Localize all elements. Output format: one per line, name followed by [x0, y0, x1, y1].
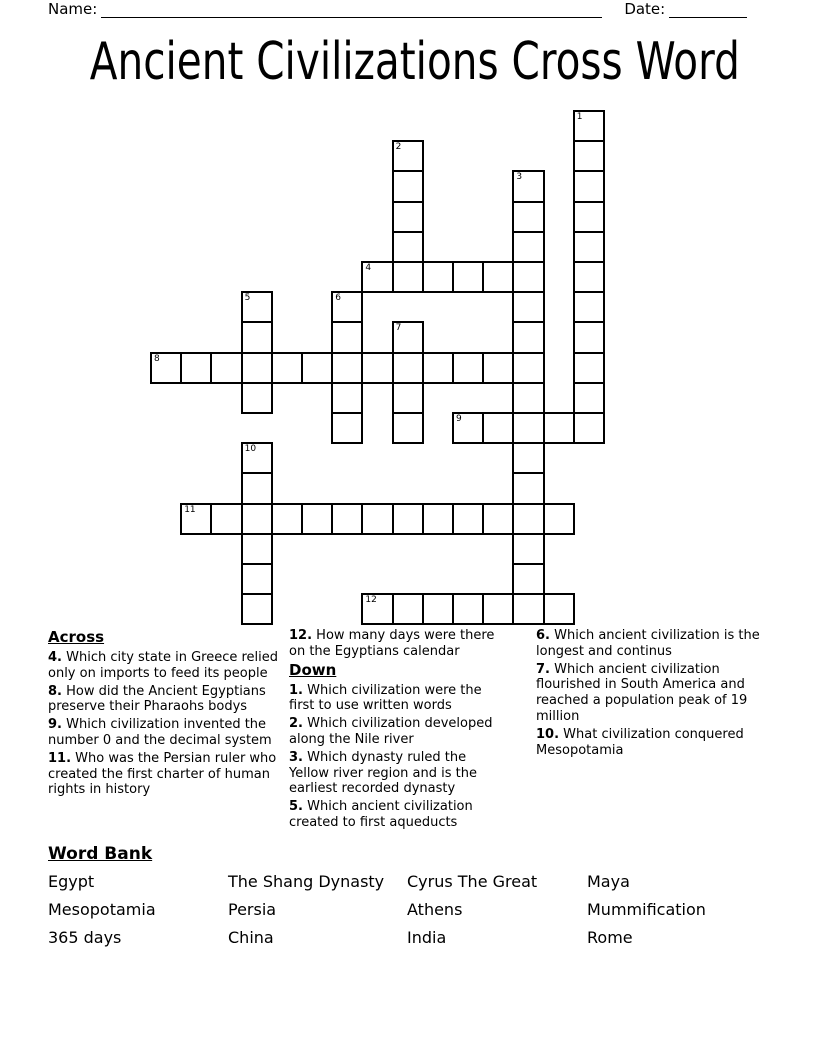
clue-3: 3. Which dynasty ruled the Yellow river region and is the earliest recorded dynasty	[289, 749, 477, 797]
word-bank-item: Athens	[407, 900, 463, 919]
grid-cell[interactable]	[573, 352, 605, 384]
grid-cell[interactable]	[452, 593, 484, 625]
grid-cell[interactable]	[573, 291, 605, 323]
clue-7: 7. Which ancient civilization flourished in South America and reached a population peak of 19 million	[536, 661, 748, 724]
grid-cell[interactable]	[180, 503, 212, 535]
clues-heading-across: Across	[48, 628, 105, 646]
clue-1: 1. Which civilization were the first to use written words	[289, 682, 482, 714]
grid-cell[interactable]	[512, 201, 544, 233]
grid-cell[interactable]	[512, 533, 544, 565]
grid-cell[interactable]	[573, 201, 605, 233]
grid-cell[interactable]	[512, 563, 544, 595]
clue-6: 6. Which ancient civilization is the longest and continus	[536, 628, 760, 659]
grid-cell[interactable]	[392, 382, 424, 414]
grid-cell[interactable]	[512, 412, 544, 444]
clue-column-2	[289, 628, 505, 833]
grid-cell[interactable]	[392, 503, 424, 535]
name-label: Name:	[48, 0, 98, 18]
clue-column-3	[536, 628, 766, 760]
clue-12: 12. How many days were there on the Egyptians calendar	[289, 628, 495, 659]
word-bank-heading: Word Bank	[48, 844, 153, 864]
grid-cell[interactable]	[452, 352, 484, 384]
grid-cell[interactable]	[512, 442, 544, 474]
grid-cell[interactable]	[422, 593, 454, 625]
grid-cell[interactable]	[271, 352, 303, 384]
grid-cell[interactable]	[512, 352, 544, 384]
clue-number: 12.	[289, 628, 313, 643]
grid-cell[interactable]	[543, 412, 575, 444]
grid-cell[interactable]	[392, 593, 424, 625]
grid-cell[interactable]	[512, 231, 544, 263]
cell-number: 2	[395, 142, 402, 153]
word-bank-item: Persia	[228, 900, 277, 919]
grid-cell[interactable]	[452, 261, 484, 293]
cell-number: 8	[154, 353, 160, 364]
grid-cell[interactable]	[452, 503, 484, 535]
cell-number: 6	[335, 293, 341, 304]
grid-cell[interactable]	[452, 412, 484, 444]
grid-cell[interactable]	[331, 321, 363, 353]
grid-cell[interactable]	[482, 593, 514, 625]
grid-cell[interactable]	[301, 503, 333, 535]
cell-number: 3	[516, 172, 523, 183]
clue-10: 10. What civilization conquered Mesopotamia	[536, 726, 744, 758]
grid-cell[interactable]	[241, 593, 273, 625]
grid-cell[interactable]	[512, 593, 544, 625]
clue-number: 9.	[48, 717, 62, 733]
clue-2: 2. Which civilization developed along the Nile river	[289, 716, 493, 747]
word-bank-item: The Shang Dynasty	[228, 872, 385, 891]
clue-number: 10.	[536, 726, 560, 742]
grid-cell[interactable]	[392, 140, 424, 172]
grid-cell[interactable]	[241, 291, 273, 323]
clue-number: 4.	[48, 650, 62, 665]
grid-cell[interactable]	[392, 261, 424, 293]
grid-cell[interactable]	[241, 352, 273, 384]
page-title: Ancient Civilizations Cross Word	[89, 32, 740, 92]
grid-cell[interactable]	[361, 503, 393, 535]
clue-number: 2.	[289, 716, 303, 732]
cell-number: 1	[576, 112, 583, 122]
clue-column-1	[48, 628, 284, 800]
grid-cell[interactable]	[210, 352, 242, 384]
grid-cell[interactable]	[271, 503, 303, 535]
date-input-line[interactable]	[669, 1, 747, 18]
grid-cell[interactable]	[392, 170, 424, 202]
grid-cell[interactable]	[573, 321, 605, 353]
grid-cell[interactable]	[331, 382, 363, 414]
grid-cell[interactable]	[241, 503, 273, 535]
grid-cell[interactable]	[331, 352, 363, 384]
grid-cell[interactable]	[573, 140, 605, 172]
grid-cell[interactable]	[301, 352, 333, 384]
word-bank-list	[48, 874, 772, 947]
grid-cell[interactable]	[512, 261, 544, 293]
clue-number: 1.	[289, 682, 303, 698]
grid-cell[interactable]	[512, 170, 544, 202]
grid-cell[interactable]	[512, 472, 544, 504]
grid-cell[interactable]	[392, 412, 424, 444]
grid-cell[interactable]	[422, 352, 454, 384]
grid-cell[interactable]	[573, 382, 605, 414]
grid-cell[interactable]	[482, 261, 514, 293]
grid-cell[interactable]	[573, 231, 605, 263]
grid-cell[interactable]	[573, 110, 605, 142]
clue-4: 4. Which city state in Greece relied only on imports to feed its people	[48, 650, 279, 681]
clues-heading-down: Down	[289, 660, 337, 679]
word-bank-item: Mummification	[587, 900, 706, 919]
grid-cell[interactable]	[392, 231, 424, 263]
clue-number: 5.	[289, 799, 303, 815]
grid-cell[interactable]	[180, 352, 212, 384]
clue-number: 11.	[48, 750, 72, 766]
word-bank-item: Mesopotamia	[48, 900, 156, 919]
clue-5: 5. Which ancient civilization created to first aqueducts	[289, 799, 473, 830]
word-bank-item: Egypt	[48, 872, 95, 891]
cell-number: 9	[456, 414, 462, 424]
word-bank-item: 365 days	[48, 928, 122, 947]
grid-cell[interactable]	[361, 261, 393, 293]
grid-cell[interactable]	[241, 472, 273, 504]
cell-number: 7	[395, 323, 402, 334]
date-label: Date:	[624, 0, 666, 18]
name-input-line[interactable]	[101, 1, 602, 18]
clue-11: 11. Who was the Persian ruler who created the first charter of human rights in history	[48, 750, 277, 798]
grid-cell[interactable]	[392, 201, 424, 233]
grid-cell[interactable]	[512, 503, 544, 535]
grid-cell[interactable]	[241, 533, 273, 565]
grid-cell[interactable]	[150, 352, 182, 384]
word-bank-section	[48, 845, 772, 947]
grid-cell[interactable]	[482, 412, 514, 444]
clue-number: 6.	[536, 628, 550, 643]
grid-cell[interactable]	[482, 352, 514, 384]
cell-number: 5	[244, 293, 251, 304]
grid-cell[interactable]	[361, 593, 393, 625]
word-bank-item: Maya	[587, 872, 630, 891]
grid-cell[interactable]	[331, 291, 363, 323]
cell-number: 10	[244, 444, 257, 455]
grid-cell[interactable]	[361, 352, 393, 384]
grid-cell[interactable]	[210, 503, 242, 535]
grid-cell[interactable]	[392, 321, 424, 353]
grid-cell[interactable]	[241, 442, 273, 474]
grid-cell[interactable]	[422, 503, 454, 535]
grid-cell[interactable]	[573, 261, 605, 293]
cell-number: 4	[365, 263, 372, 273]
clue-number: 8.	[48, 683, 62, 699]
clue-9: 9. Which civilization invented the number 0 and the decimal system	[48, 717, 272, 748]
grid-cell[interactable]	[331, 412, 363, 444]
grid-cell[interactable]	[573, 170, 605, 202]
grid-cell[interactable]	[392, 352, 424, 384]
grid-cell[interactable]	[512, 291, 544, 323]
grid-cell[interactable]	[331, 503, 363, 535]
grid-cell[interactable]	[512, 321, 544, 353]
word-bank-item: Rome	[587, 928, 633, 947]
clue-number: 7.	[536, 661, 550, 677]
word-bank-item: China	[228, 928, 274, 947]
grid-cell[interactable]	[543, 503, 575, 535]
word-bank-item: Cyrus The Great	[407, 872, 538, 891]
grid-cell[interactable]	[482, 503, 514, 535]
grid-cell[interactable]	[422, 261, 454, 293]
grid-cell[interactable]	[512, 382, 544, 414]
word-bank-item: India	[407, 928, 447, 947]
name-date-row	[48, 0, 748, 18]
cell-number: 11	[184, 504, 196, 515]
grid-cell[interactable]	[573, 412, 605, 444]
grid-cell[interactable]	[543, 593, 575, 625]
clue-number: 3.	[289, 749, 303, 765]
grid-cell[interactable]	[241, 321, 273, 353]
clue-8: 8. How did the Ancient Egyptians preserve their Pharaohs bodys	[48, 683, 266, 715]
grid-cell[interactable]	[241, 382, 273, 414]
grid-cell[interactable]	[241, 563, 273, 595]
cell-number: 12	[365, 595, 377, 606]
